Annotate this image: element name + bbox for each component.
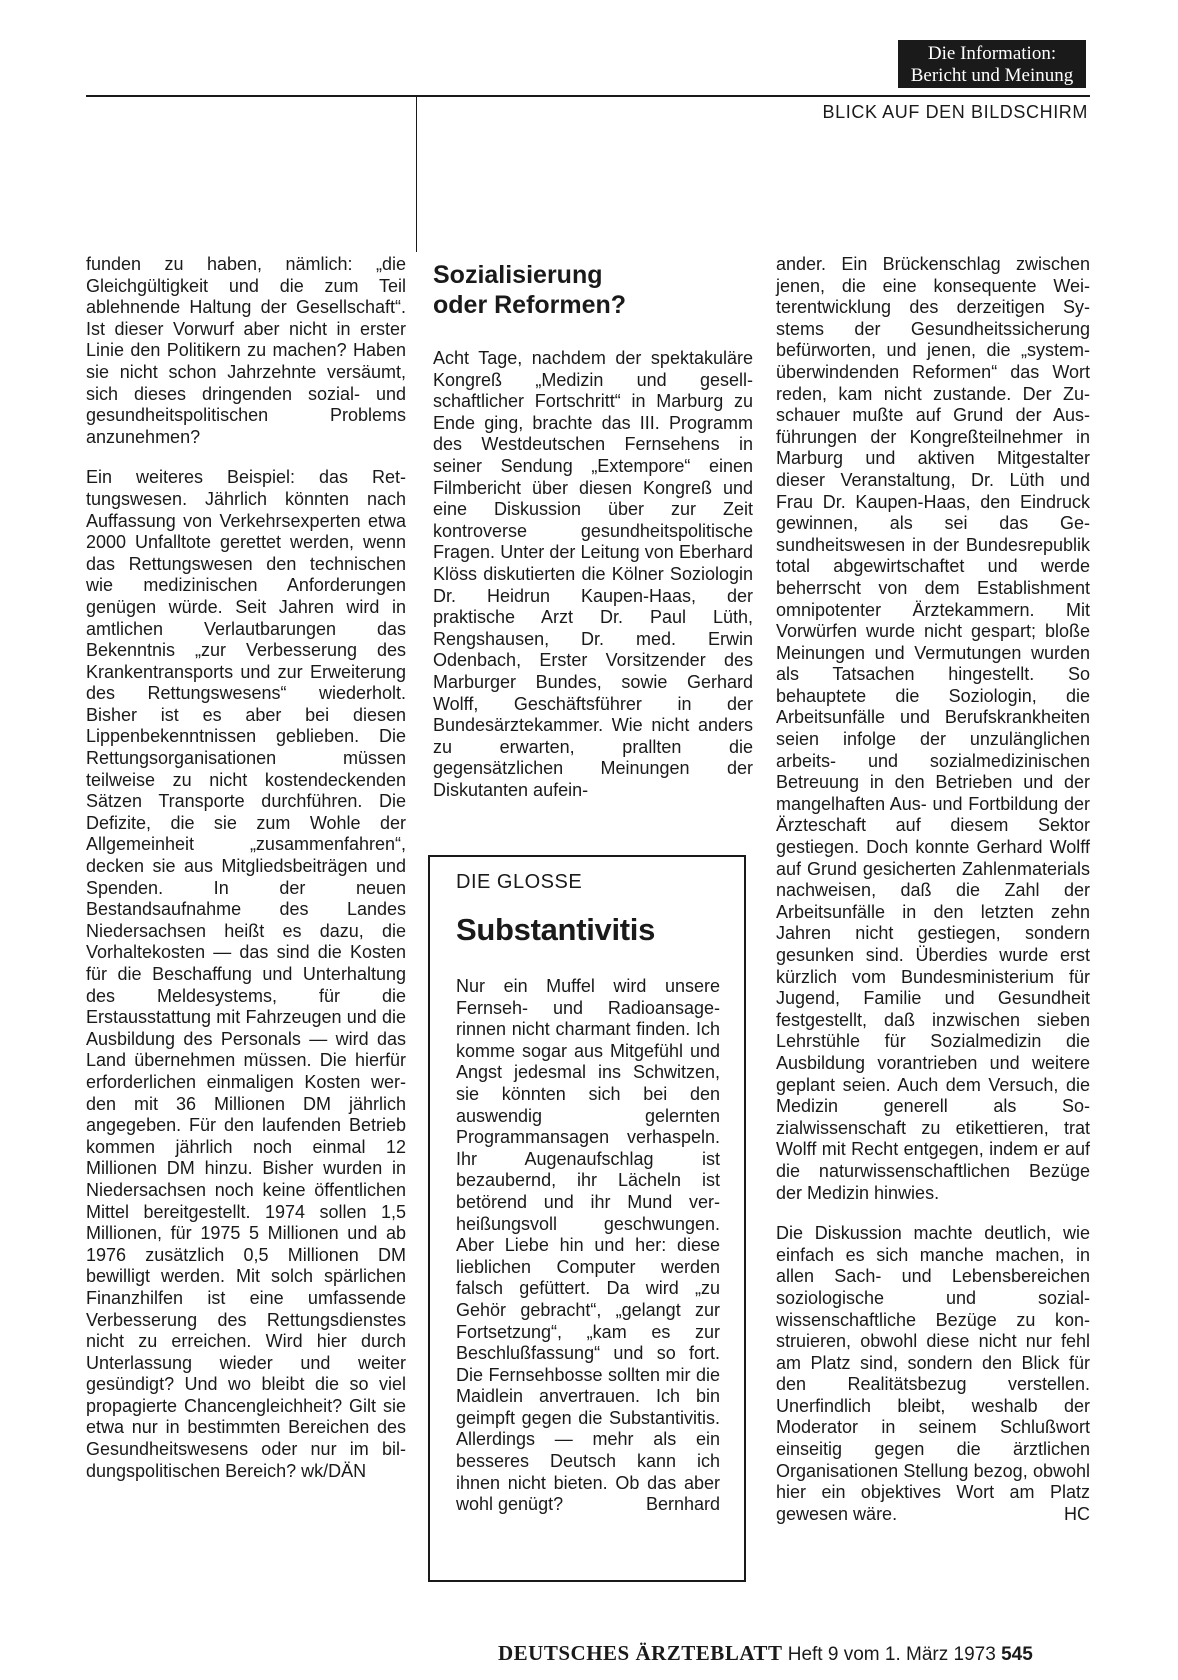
rubric-badge (898, 40, 1086, 88)
headline-line-2: oder Reformen? (433, 291, 627, 319)
rubric-line-1: Die Information: (927, 43, 1057, 64)
journal-masthead: DEUTSCHES ÄRZTEBLATT (498, 1641, 783, 1665)
page-footer (498, 1641, 1093, 1666)
glosse-box (428, 855, 746, 1582)
glosse-title: Substantivitis (456, 912, 656, 947)
col3-paragraph-2 (776, 1223, 1090, 1525)
glosse-signature: Bernhard (645, 1494, 720, 1515)
glosse-kicker: DIE GLOSSE (456, 871, 583, 893)
article-headline (433, 260, 753, 320)
col2-paragraph-1: Acht Tage, nachdem der spektakuläre Kongreß „Medizin und gesellschaftlicher Fortschritt“ in Marburg zu Ende ging, brachte das III. Programm des Westdeutschen Fernsehens in seiner Sendung „Extempore“ einen Filmbericht über diesen Kongreß und eine Diskussion über zur Zeit kontroverse gesundheitspolitische Fragen. Unter der Leitung von Eberhard Klöss diskutierten die Kölner Soziologin Dr. Heidrun Kaupen-Haas, der praktische Arzt Dr. Paul Lüth, Rengshausen, Dr. med. Erwin Odenbach, Erster Vorsitzender des Marburger Bundes, sowie Gerhard Wolff, Geschäftsführer in der Bundesärztekammer. Wie nicht anders zu erwarten, prallten die gegensätzlichen Meinungen der Diskutanten aufein- (433, 348, 753, 800)
headline-line-1: Sozialisierung (433, 261, 603, 289)
column-1 (86, 254, 406, 1501)
column-2 (433, 260, 753, 820)
issue-info: Heft 9 vom 1. März 1973 (787, 1644, 996, 1665)
section-title: BLICK AUF DEN BILDSCHIRM (822, 102, 1088, 122)
glosse-text: Nur ein Muffel wird unsere Fernseh- und Radioansagerinnen nicht charmant finden. Ich komme sogar aus Mitgefühl und Angst jedesmal ins Schwitzen, sie könnten sich bei den auswendig gelernten Programmansagen verhaspeln. Ihr Augenaufschlag ist bezaubernd, ihr Lächeln ist betörend und ihr Mund verheißungsvoll geschwungen. Aber Liebe hin und her: diese lieblichen Computer werden falsch gefüttert. Da wird „zu Gehör gebracht“, „gelangt zur Fortsetzung“, „kam es zur Beschlußfassung“ und so fort. Die Fernsehbosse sollten mir die Maidlein anvertrauen. Ich bin geimpft gegen die Substantivitis. Allerdings — mehr als ein besseres Deutsch kann ich ihnen nicht bieten. Ob das aber wohl genügt? (456, 976, 720, 1515)
page-number: 545 (1001, 1644, 1033, 1665)
rubric-line-2: Bericht und Meinung (910, 65, 1074, 86)
header-rule (86, 95, 1090, 97)
glosse-body (456, 976, 720, 1516)
col3-signature: HC (1064, 1503, 1090, 1524)
col3-paragraph-2-text: Die Diskussion machte deutlich, wie einfach es sich manche machen, in allen Sach- und Lebensbereichen soziologische und sozialwissenschaftliche Bezüge zu konstruieren, obwohl diese nicht nur fehl am Platz sind, sondern den Blick für den Realitätsbezug verstellen. Unerfindlich bleibt, weshalb der Moderator in seinem Schlußwort einseitig gegen die ärztlichen Organisationen Stellung bezog, obwohl hier ein objektives Wort am Platz gewesen wäre. (776, 1223, 1090, 1524)
col3-paragraph-1: ander. Ein Brückenschlag zwischen jenen, die eine konsequente Weiterentwicklung des derzeitigen Systems der Gesundheitssicherung befürworten, und jenen, die „systemüberwindenden Reformen“ das Wort reden, kam nicht zustande. Der Zuschauer mußte auf Grund der Ausführungen der Kongreßteilnehmer in Marburg und aktiven Mitgestalter dieser Veranstaltung, Dr. Lüth und Frau Dr. Kaupen-Haas, den Eindruck gewinnen, als sei das Gesundheitswesen in der Bundesrepublik total abgewirtschaftet und werde beherrscht von dem Establishment omnipotenter Ärztekammern. Mit Vorwürfen wurde nicht gespart; bloße Meinungen und Vermutungen wurden als Tatsachen hingestellt. So behauptete die Soziologin, die Arbeitsunfälle und Berufskrankheiten seien infolge der unzulänglichen arbeits- und sozialmedizinischen Betreuung in den Betrieben und der mangelhaften Aus- und Fortbildung der Ärzteschaft auf diesem Sektor gestiegen. Doch konnte Gerhard Wolff auf Grund gesicherten Zahlenmaterials nachweisen, daß die Zahl der Arbeitsunfälle in den letzten zehn Jahren nicht gestiegen, sondern gesunken sind. Überdies wurde erst kürzlich vom Bundesministerium für Jugend, Familie und Gesundheit festgestellt, daß inzwischen sieben Lehrstühle für Sozialmedizin die Ausbildung vorantrieben und weitere geplant seien. Auch dem Versuch, die Medizin generell als Sozialwissenschaft zu etikettieren, trat Wolff mit Recht entgegen, indem er auf die naturwissenschaftlichen Bezüge der Medizin hinwies. (776, 254, 1090, 1203)
column-3 (776, 254, 1090, 1544)
col1-paragraph-1: funden zu haben, nämlich: „die Gleichgültigkeit und die zum Teil ablehnende Haltung der Gesellschaft“. Ist dieser Vorwurf aber nicht in erster Linie den Politikern zu machen? Haben sie nicht schon Jahrzehnte versäumt, sich dieses dringenden sozial- und gesundheitspolitischen Problems anzunehmen? (86, 254, 406, 447)
col1-paragraph-2: Ein weiteres Beispiel: das Rettungswesen. Jährlich könnten nach Auffassung von Verkehrsexperten etwa 2000 Unfalltote gerettet werden, wenn das Rettungswesen den technischen wie medizinischen Anforderungen genügen würde. Seit Jahren wird in amtlichen Verlautbarungen das Bekenntnis „zur Verbesserung des Krankentransports und zur Erweiterung des Rettungswesens“ wiederholt. Bisher ist es aber bei diesen Lippenbekenntnissen geblieben. Die Rettungsorganisationen müssen teilweise zu nicht kostendeckenden Sätzen Transporte durchführen. Die Defizite, die sie zum Wohle der Allgemeinheit „zusammenfahren“, decken sie aus Mitgliedsbeiträgen und Spenden. In der neuen Bestandsaufnahme des Landes Niedersachsen heißt es dazu, die Vorhaltekosten — das sind die Kosten für die Beschaffung und Unterhaltung des Meldesystems, für die Erstausstattung mit Fahrzeugen und die Ausbildung des Personals — wird das Land übernehmen müssen. Die hierfür erforderlichen einmaligen Kosten werden mit 36 Millionen DM jährlich angegeben. Für den laufenden Betrieb kommen jährlich noch einmal 12 Millionen DM hinzu. Bisher wurden in Niedersachsen noch keine öffentlichen Mittel bereitgestellt. 1974 sollen 1,5 Millionen, für 1975 5 Millionen und ab 1976 zusätzlich 0,5 Millionen DM bewilligt werden. Mit solch spärlichen Finanzhilfen ist eine umfassende Verbesserung des Rettungsdienstes nicht zu erreichen. Wird hier durch Unterlassung wieder und weiter gesündigt? Und wo bleibt die so viel propagierte Chancengleichheit? Gilt sie etwa nur in bestimmten Bereichen des Gesundheitswesens oder nur im bildungspolitischen Bereich? wk/DÄN (86, 467, 406, 1481)
column-divider (416, 96, 417, 252)
